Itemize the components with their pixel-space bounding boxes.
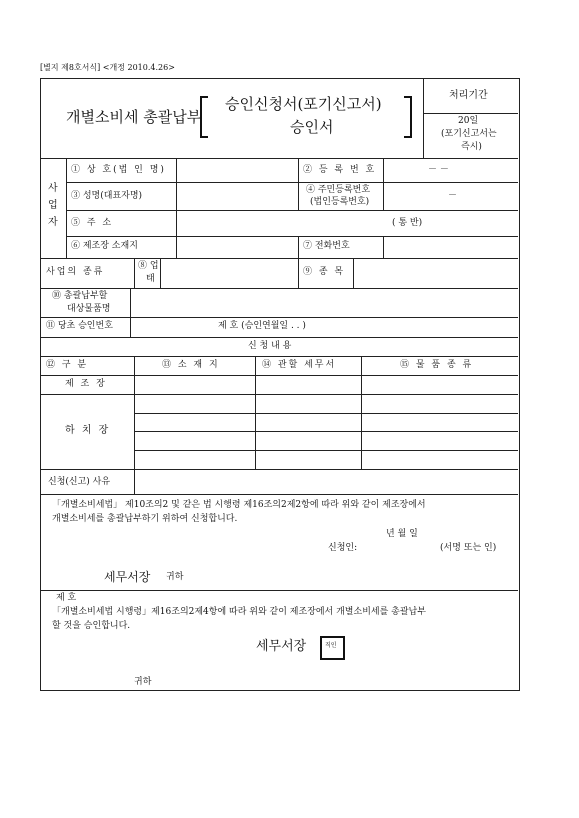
applicant-label: 신청인: [328, 543, 358, 553]
field-business-type-2: 태 [146, 274, 155, 284]
column-tax-office: ⑭ 관할 세무서 [262, 360, 337, 370]
form-title-sub: 승인서 [290, 118, 334, 136]
processing-period-note-2: 즉시) [461, 142, 482, 152]
applicant-side-label-2: 업 [48, 200, 58, 211]
processing-period-value: 20일 [458, 116, 479, 126]
signature-label: (서명 또는 인) [440, 543, 497, 553]
field-corporate-number: (법인등록번호) [310, 197, 370, 207]
field-original-approval: ⑪ 당초 승인번호 [46, 321, 113, 331]
field-representative: ③ 성명(대표자명) [71, 191, 143, 201]
resident-number-value: － [448, 191, 458, 201]
field-factory-location: ⑥ 제조장 소재지 [71, 241, 138, 251]
applicant-side-label-1: 사 [48, 183, 58, 194]
approval-text-1: 「개별소비세법 시행령」제16조의2제4항에 따라 위와 같이 제조장에서 개별소비세를 총괄납부 [52, 607, 426, 617]
field-company-name: ① 상 호(법 인 명) [71, 165, 166, 175]
approval-number: 제 호 [56, 593, 77, 603]
field-resident-number: ④ 주민등록번호 [306, 185, 371, 195]
applicant-side-label-3: 자 [48, 217, 58, 228]
field-registration-number: ② 등 록 번 호 [303, 165, 377, 175]
tax-office-head: 세무서장 [104, 570, 151, 584]
form-title-main: 승인신청서(포기신고서) [225, 95, 382, 113]
form-title: 개별소비세 총괄납부 [66, 108, 202, 126]
addressee-suffix: 귀하 [166, 572, 184, 582]
address-tong-ban: ( 통 반) [392, 218, 423, 228]
form-number-label: [별지 제8호서식] <개정 2010.4.26> [40, 63, 175, 72]
processing-period-label: 처리기간 [449, 90, 488, 101]
column-location: ⑬ 소 재 지 [162, 360, 220, 370]
statement-line-1: 「개별소비세법」 제10조의2 및 같은 법 시행령 제16조의2제2항에 따라 위와 같이 제조장에서 [52, 500, 426, 510]
statement-line-2: 개별소비세를 총괄납부하기 위하여 신청합니다. [52, 514, 238, 524]
registration-number-value: － － [428, 165, 449, 175]
column-item-type: ⑮ 물 품 종 류 [400, 360, 474, 370]
processing-period-note: (포기신고서는 [441, 129, 497, 139]
field-business-kind: 사업의 종류 [46, 267, 105, 277]
field-address: ⑤ 주 소 [71, 218, 114, 228]
field-phone: ⑦ 전화번호 [303, 241, 350, 251]
field-target-items: ⑩ 총괄납부할 [52, 291, 108, 301]
field-business-item: ⑨ 종 목 [303, 267, 346, 277]
official-seal-label: 직인 [325, 642, 337, 649]
field-target-items-2: 대상물품명 [67, 304, 111, 314]
approval-addressee-suffix: 귀하 [134, 677, 152, 687]
original-approval-value: 제 호 (승인연월일 . . ) [218, 321, 306, 331]
approval-tax-office-head: 세무서장 [256, 639, 307, 654]
approval-text-2: 할 것을 승인합니다. [52, 621, 131, 631]
date-line: 년 월 일 [386, 529, 418, 539]
field-reason: 신청(신고) 사유 [48, 477, 111, 487]
content-header: 신 청 내 용 [248, 341, 292, 351]
row-factory: 제 조 장 [65, 379, 107, 389]
left-bracket [200, 96, 208, 138]
column-division: ⑫ 구 분 [46, 360, 89, 370]
row-storage: 하 치 장 [65, 425, 111, 436]
right-bracket [404, 96, 412, 138]
field-business-type: ⑧ 업 [138, 261, 159, 271]
